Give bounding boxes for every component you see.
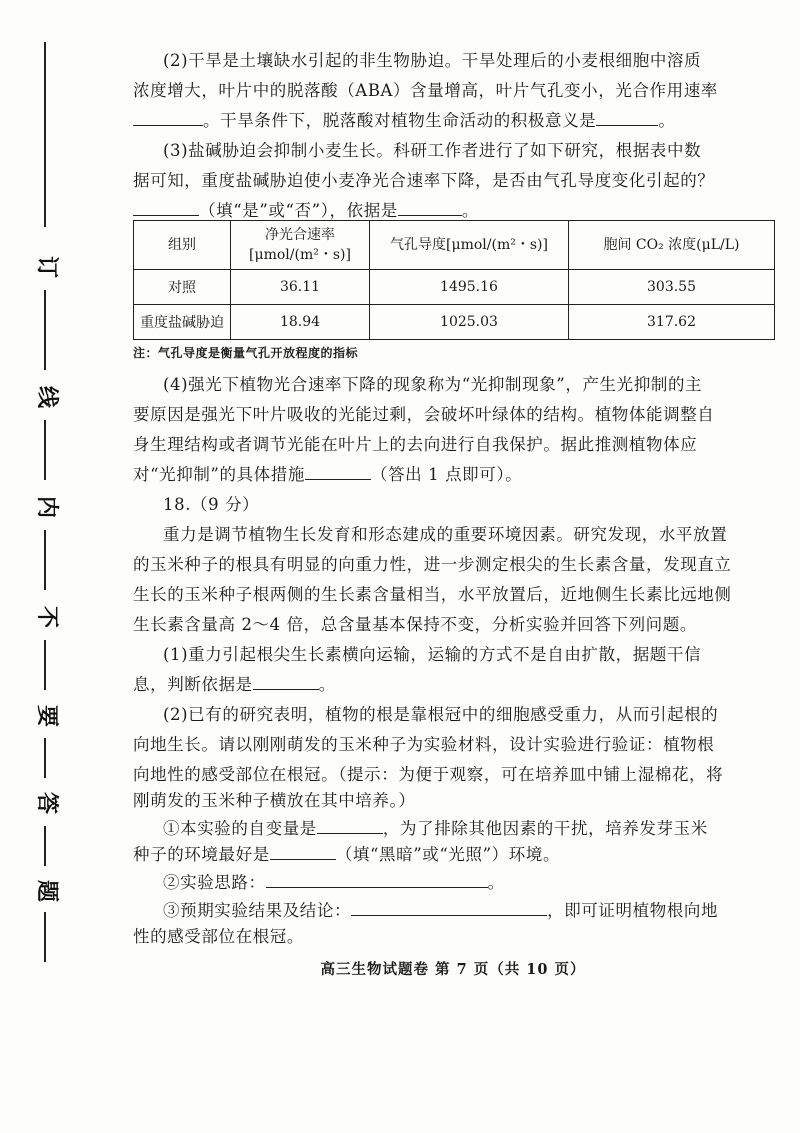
binding-char: 线 bbox=[34, 386, 60, 409]
binding-char: 不 bbox=[34, 606, 60, 629]
q18-part1-line1: (1)重力引起根尖生长素横向运输，运输的方式不是自由扩散，据题干信 bbox=[163, 645, 702, 664]
q18-intro-line4: 生长素含量高 2～4 倍，总含量基本保持不变，分析实验并回答下列问题。 bbox=[133, 615, 697, 634]
answer-blank[interactable] bbox=[133, 107, 203, 126]
q17-part2-line3: 。干旱条件下，脱落酸对植物生命活动的积极意义是 。 bbox=[133, 106, 773, 136]
q18-sub3-line1: ③预期实验结果及结论： ，即可证明植物根向地 bbox=[163, 896, 800, 926]
binding-line bbox=[44, 826, 46, 866]
q18-intro-line2: 的玉米种子的根具有明显的向重力性，进一步测定根尖的生长素含量，发现直立 bbox=[133, 555, 732, 574]
table-cell: 重度盐碱胁迫 bbox=[134, 305, 231, 340]
q18-sub1-line1: ①本实验的自变量是 ，为了排除其他因素的干扰，培养发芽玉米 bbox=[163, 814, 800, 844]
q17-part4-line4: 对“光抑制”的具体措施 （答出 1 点即可）。 bbox=[133, 460, 773, 490]
binding-char: 题 bbox=[34, 880, 60, 903]
table-header-cell: 胞间 CO₂ 浓度(μL/L) bbox=[569, 221, 775, 270]
table-row bbox=[134, 270, 775, 305]
table-cell: 1495.16 bbox=[370, 270, 569, 305]
answer-blank[interactable] bbox=[305, 461, 371, 480]
q17-part3-line1: (3)盐碱胁迫会抑制小麦生长。科研工作者进行了如下研究，根据表中数 bbox=[163, 141, 702, 160]
table-row bbox=[134, 305, 775, 340]
table-cell: 36.11 bbox=[231, 270, 370, 305]
q17-part2-line1: (2)干旱是土壤缺水引起的非生物胁迫。干旱处理后的小麦根细胞中溶质 bbox=[163, 51, 702, 70]
table-cell: 303.55 bbox=[569, 270, 775, 305]
binding-char: 答 bbox=[34, 792, 60, 815]
binding-line bbox=[44, 738, 46, 778]
q17-part3-line3: （填“是”或“否”），依据是 。 bbox=[133, 196, 773, 226]
q18-intro-line1: 重力是调节植物生长发育和形态建成的重要环境因素。研究发现，水平放置 bbox=[163, 525, 728, 544]
binding-char: 订 bbox=[34, 256, 60, 279]
data-table bbox=[133, 220, 775, 340]
binding-char: 要 bbox=[34, 705, 60, 728]
q18-part2-line3: 向地性的感受部位在根冠。（提示：为便于观察，可在培养皿中铺上湿棉花，将 bbox=[133, 765, 724, 784]
q18-sub3-line2: 性的感受部位在根冠。 bbox=[133, 927, 304, 946]
binding-line bbox=[44, 420, 46, 480]
table-header-cell: 净光合速率 [μmol/(m²・s)] bbox=[231, 221, 370, 270]
binding-char: 内 bbox=[34, 496, 60, 519]
q17-part4-line3: 身生理结构或者调节光能在叶片上的去向进行自我保护。据此推测植物体应 bbox=[133, 435, 698, 454]
q17-part4-line2: 要原因是强光下叶片吸收的光能过剩，会破坏叶绿体的结构。植物体能调整自 bbox=[133, 405, 715, 424]
binding-line bbox=[44, 912, 46, 962]
table-note: 注：气孔导度是衡量气孔开放程度的指标 bbox=[133, 346, 359, 360]
q18-title: 18.（9 分） bbox=[163, 495, 260, 514]
table-header-row bbox=[134, 221, 775, 270]
answer-blank[interactable] bbox=[266, 869, 488, 888]
q17-part2-line2: 浓度增大，叶片中的脱落酸（ABA）含量增高，叶片气孔变小，光合作用速率 bbox=[133, 81, 718, 100]
q18-part2-line4: 刚萌发的玉米种子横放在其中培养。） bbox=[133, 791, 416, 810]
table-cell: 317.62 bbox=[569, 305, 775, 340]
q18-part2-line1: (2)已有的研究表明，植物的根是靠根冠中的细胞感受重力，从而引起根的 bbox=[163, 705, 719, 724]
binding-line bbox=[44, 290, 46, 370]
answer-blank[interactable] bbox=[270, 841, 336, 860]
answer-blank[interactable] bbox=[596, 107, 658, 126]
binding-line bbox=[44, 640, 46, 690]
answer-blank[interactable] bbox=[253, 671, 319, 690]
answer-blank[interactable] bbox=[398, 197, 462, 216]
q18-part2-line2: 向地生长。请以刚刚萌发的玉米种子为实验材料，设计实验进行验证：植物根 bbox=[133, 735, 715, 754]
binding-line bbox=[44, 530, 46, 590]
binding-line bbox=[44, 42, 46, 227]
page-footer: 高三生物试题卷 第 7 页（共 10 页） bbox=[320, 961, 586, 978]
q18-sub2: ②实验思路： 。 bbox=[163, 868, 800, 898]
answer-blank[interactable] bbox=[133, 197, 199, 216]
q17-part4-line1: (4)强光下植物光合速率下降的现象称为“光抑制现象”，产生光抑制的主 bbox=[163, 375, 703, 394]
binding-margin bbox=[0, 0, 110, 1000]
q17-part3-line2: 据可知，重度盐碱胁迫使小麦净光合速率下降，是否由气孔导度变化引起的？ bbox=[133, 171, 715, 190]
q18-part1-line2: 息，判断依据是 。 bbox=[133, 670, 773, 700]
answer-blank[interactable] bbox=[317, 815, 383, 834]
q18-sub1-line2: 种子的环境最好是 （填“黑暗”或“光照”）环境。 bbox=[133, 840, 773, 870]
table-cell: 1025.03 bbox=[370, 305, 569, 340]
table-cell: 对照 bbox=[134, 270, 231, 305]
q18-intro-line3: 生长的玉米种子根两侧的生长素含量相当，水平放置后，近地侧生长素比远地侧 bbox=[133, 585, 732, 604]
table-header-cell: 组别 bbox=[134, 221, 231, 270]
answer-blank[interactable] bbox=[351, 897, 547, 916]
table-header-cell: 气孔导度[μmol/(m²・s)] bbox=[370, 221, 569, 270]
table-cell: 18.94 bbox=[231, 305, 370, 340]
